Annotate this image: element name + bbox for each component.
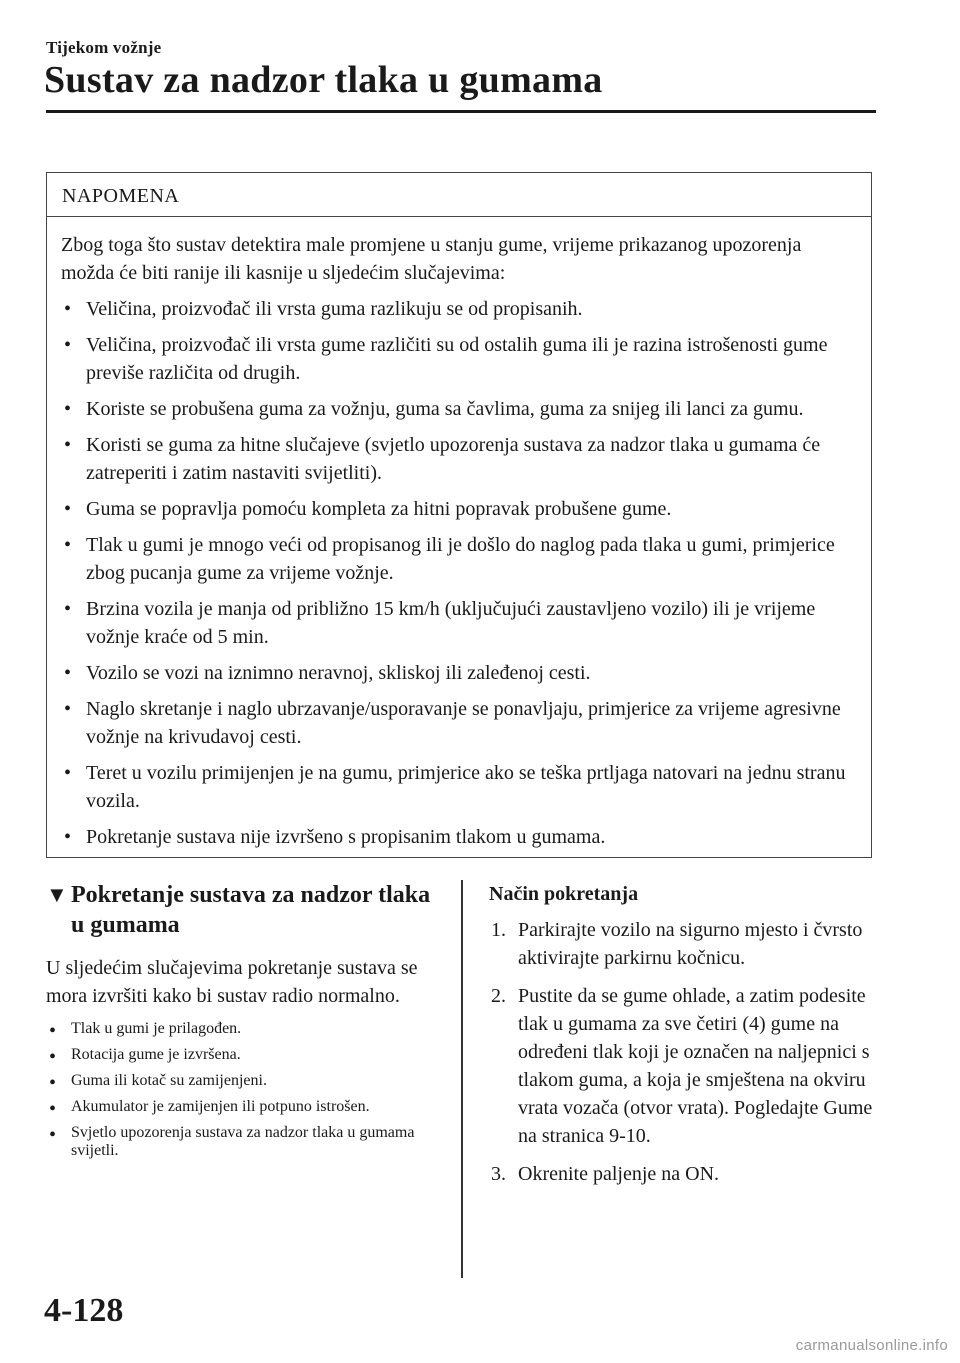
note-item <box>61 659 851 687</box>
bullet-icon: • <box>64 434 72 456</box>
init-condition-text: Guma ili kotač su zamijenjeni. <box>71 1072 267 1089</box>
note-item-text: Koriste se probušena guma za vožnju, guma sa čavlima, guma za snijeg ili lanci za gumu. <box>86 398 804 420</box>
method-heading: Način pokretanja <box>489 883 639 905</box>
bullet-icon: • <box>64 598 72 620</box>
watermark: carmanualsonline.info <box>795 1337 948 1354</box>
init-condition-item <box>46 1124 436 1160</box>
note-item <box>61 495 851 523</box>
note-header: NAPOMENA <box>47 173 871 217</box>
bullet-icon: • <box>49 1020 57 1042</box>
note-item-text: Veličina, proizvođač ili vrsta gume različiti su od ostalih guma ili je razina istrošenosti gume previše različita od drugih. <box>86 334 828 384</box>
init-condition-text: Akumulator je zamijenjen ili potpuno istrošen. <box>71 1098 370 1115</box>
step-text: Okrenite paljenje na ON. <box>518 1163 720 1185</box>
note-item-text: Tlak u gumi je mnogo veći od propisanog ili je došlo do naglog pada tlaka u gumi, primjerice zbog pucanja gume za vrijeme vožnje. <box>86 534 835 584</box>
note-item-text: Guma se popravlja pomoću kompleta za hitni popravak probušene gume. <box>86 498 672 520</box>
note-item <box>61 295 851 323</box>
bullet-icon: • <box>49 1124 57 1146</box>
bullet-icon: • <box>64 698 72 720</box>
init-condition-text: Rotacija gume je izvršena. <box>71 1046 241 1063</box>
init-condition-text: Tlak u gumi je prilagođen. <box>71 1020 242 1037</box>
note-list <box>61 295 851 851</box>
note-item <box>61 595 851 651</box>
bullet-icon: • <box>64 398 72 420</box>
column-divider <box>461 880 463 1278</box>
bullet-icon: • <box>64 826 72 848</box>
note-body <box>47 217 871 851</box>
note-item-text: Naglo skretanje i naglo ubrzavanje/usporavanje se ponavljaju, primjerice za vrijeme agresivne vožnje na krivudavoj cesti. <box>86 698 841 748</box>
init-condition-item <box>46 1020 436 1042</box>
triangle-down-icon: ▼ <box>46 882 68 907</box>
note-item <box>61 695 851 751</box>
init-section-intro: U sljedećim slučajevima pokretanje sustava se mora izvršiti kako bi sustav radio normalno. <box>46 957 418 1007</box>
init-condition-item <box>46 1098 436 1120</box>
right-column <box>489 880 884 1198</box>
note-item <box>61 431 851 487</box>
bullet-icon: • <box>49 1072 57 1094</box>
bullet-icon: • <box>64 334 72 356</box>
init-section-heading <box>46 880 436 940</box>
init-section-heading-text: Pokretanje sustava za nadzor tlaka u gumama <box>71 882 431 938</box>
bullet-icon: • <box>49 1046 57 1068</box>
init-condition-item <box>46 1072 436 1094</box>
bullet-icon: • <box>64 662 72 684</box>
left-column <box>46 880 436 1168</box>
init-condition-item <box>46 1046 436 1068</box>
note-intro: Zbog toga što sustav detektira male promjene u stanju gume, vrijeme prikazanog upozorenja možda će biti ranije ili kasnije u sljedećim slučajevima: <box>61 234 802 284</box>
title-rule <box>46 110 876 113</box>
method-steps <box>489 916 884 1188</box>
bullet-icon: • <box>64 298 72 320</box>
step-text: Pustite da se gume ohlade, a zatim podesite tlak u gumama za sve četiri (4) gume na određeni tlak koji je označen na naljepnici s tlakom guma, a koja je smještena na okviru vrata vozača (otvor vrata). Pogledajte Gume na stranica 9-10. <box>518 985 873 1147</box>
note-item <box>61 823 851 851</box>
bullet-icon: • <box>64 762 72 784</box>
note-item <box>61 531 851 587</box>
init-conditions-list <box>46 1020 436 1160</box>
note-box <box>46 172 872 858</box>
note-item-text: Veličina, proizvođač ili vrsta guma razlikuju se od propisanih. <box>86 298 583 320</box>
step-text: Parkirajte vozilo na sigurno mjesto i čvrsto aktivirajte parkirnu kočnicu. <box>518 919 863 969</box>
bullet-icon: • <box>64 498 72 520</box>
note-item <box>61 395 851 423</box>
note-item <box>61 331 851 387</box>
note-item <box>61 759 851 815</box>
note-item-text: Teret u vozilu primijenjen je na gumu, primjerice ako se teška prtljaga natovari na jednu stranu vozila. <box>86 762 846 812</box>
step-number: 3. <box>491 1163 506 1185</box>
method-step <box>489 916 884 972</box>
note-item-text: Brzina vozila je manja od približno 15 km/h (uključujući zaustavljeno vozilo) ili je vrijeme vožnje kraće od 5 min. <box>86 598 816 648</box>
note-item-text: Pokretanje sustava nije izvršeno s propisanim tlakom u gumama. <box>86 826 606 848</box>
note-item-text: Koristi se guma za hitne slučajeve (svjetlo upozorenja sustava za nadzor tlaka u gumama će zatreperiti i zatim nastaviti svijetliti). <box>86 434 821 484</box>
bullet-icon: • <box>49 1098 57 1120</box>
bullet-icon: • <box>64 534 72 556</box>
page-title: Sustav za nadzor tlaka u gumama <box>44 59 603 101</box>
init-condition-text: Svjetlo upozorenja sustava za nadzor tlaka u gumama svijetli. <box>71 1124 415 1159</box>
section-label: Tijekom vožnje <box>46 38 162 57</box>
step-number: 1. <box>491 919 506 941</box>
method-step <box>489 982 884 1150</box>
step-number: 2. <box>491 985 506 1007</box>
method-step <box>489 1160 884 1188</box>
page-number: 4-128 <box>44 1292 124 1329</box>
note-item-text: Vozilo se vozi na iznimno neravnoj, skliskoj ili zaleđenoj cesti. <box>86 662 591 684</box>
